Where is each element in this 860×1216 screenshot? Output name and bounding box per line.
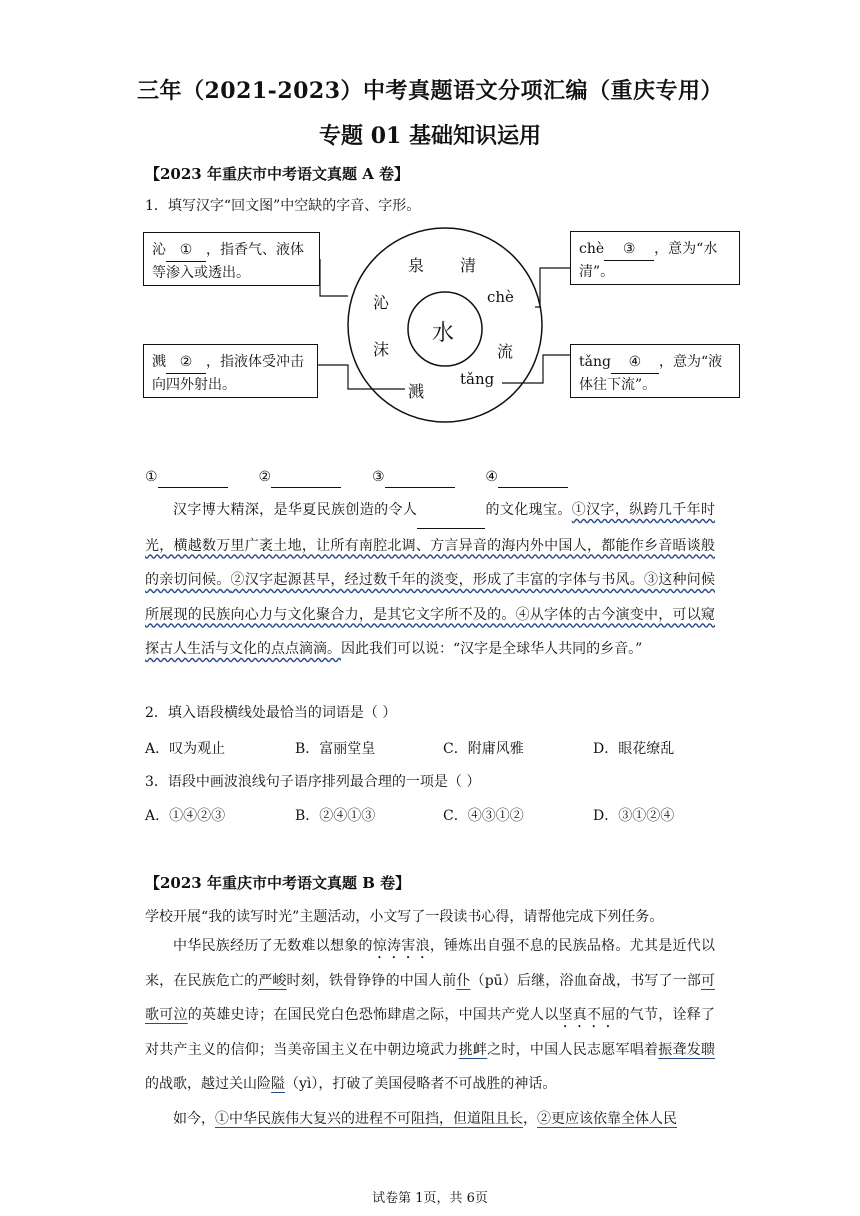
q3-option-a[interactable]: A．①④②③: [145, 808, 226, 824]
huiwen-diagram: [140, 222, 740, 442]
answer-blank-3[interactable]: [385, 467, 455, 488]
answer-blank-4[interactable]: [498, 467, 568, 488]
page-title: 三年（2021-2023）中考真题语文分项汇编（重庆专用）: [136, 78, 724, 104]
box1-text: ，指香气、液体等渗入或透出。: [152, 242, 304, 281]
box4-text: ，意为“液体往下流”。: [579, 354, 723, 393]
page-subtitle: 专题 01 基础知识运用: [319, 123, 541, 149]
q3-option-c[interactable]: C．④③①②: [443, 808, 524, 824]
wavy-sentence-3: ③这种问候所展现的民族向心力与文化聚合力，是其它文字所不及的。: [145, 572, 716, 623]
answer-blank-2[interactable]: [271, 467, 341, 488]
box2-char: 溅: [152, 354, 166, 370]
box3-pinyin: chè: [579, 241, 605, 257]
ring-char-1: 泉: [408, 256, 425, 275]
box4-pinyin: tǎng: [579, 354, 611, 370]
wavy-sentence-4: ④从字体的古今演变中，可以窥探古人生活与文化的点点滴滴。: [145, 606, 716, 657]
center-char: 水: [432, 321, 455, 346]
section-b-heading: 【2023 年重庆市中考语文真题 B 卷】: [145, 874, 411, 892]
passage-b: 中华民族经历了无数难以想象的惊涛害浪，锤炼出自强不息的民族品格。尤其是近代以来，在民族危亡的严峻时刻，铁骨铮铮的中国人前仆（pū）后继，浴血奋战，书写了一部可歌可泣的英雄史诗；在国民党白色恐怖肆虐之际，中国共产党人以坚真不屈的气节，诠释了对共产主义的信仰；当美帝国主义在中朝边境武力挑衅之时，中国人民志愿军唱着振聋发聩的战歌，越过关山险隘（yì），打破了美国侵略者不可战胜的神话。: [145, 938, 716, 1092]
word-pu: 仆: [456, 972, 471, 989]
blank-2-line[interactable]: ②: [166, 351, 206, 374]
hint-box-3: [570, 231, 740, 285]
ring-char-7: 沫: [373, 340, 390, 359]
q3-option-b[interactable]: B．②④①③: [295, 808, 376, 824]
ring-char-3: chè: [487, 288, 514, 306]
box2-text: ，指液体受冲击向四外射出。: [152, 354, 304, 393]
section-a-heading: 【2023 年重庆市中考语文真题 A 卷】: [145, 165, 410, 183]
word-tiaoxin: 挑衅: [458, 1041, 488, 1058]
question-1: 1．填写汉字“回文图”中空缺的字音、字形。: [145, 198, 421, 214]
blank-3-line[interactable]: ③: [604, 238, 654, 261]
q2-option-a[interactable]: A．叹为观止: [145, 741, 226, 757]
blank-1-line[interactable]: ①: [166, 239, 206, 262]
hint-box-2: [143, 344, 318, 398]
word-ai: 隘: [271, 1076, 285, 1092]
box1-char: 沁: [152, 242, 166, 258]
underlined-sentence-2: ②更应该依靠全体人民: [537, 1111, 677, 1127]
passage-a: 汉字博大精深，是华夏民族创造的令人 的文化瑰宝。①汉字，纵跨几千年时光，横越数万里广袤土地，让所有南腔北调、方言异音的海内外中国人，都能作乡音晤谈般的亲切问候。②汉字起源甚早，经过数千年的淡变，形成了丰富的字体与书风。③这种问候所展现的民族向心力与文化聚合力，是其它文字所不及的。④从字体的古今演变中，可以窥探古人生活与文化的点点滴滴。因此我们可以说：“汉字是全球华人共同的乡音。”: [145, 493, 715, 667]
ring-char-2: 清: [460, 256, 477, 275]
q2-option-b[interactable]: B．富丽堂皇: [295, 741, 376, 757]
hint-box-4: [570, 344, 740, 398]
ring-char-4: 流: [497, 342, 514, 361]
word-kegekeqi: 可歌可泣: [145, 972, 716, 1023]
answer-blank-1[interactable]: [158, 467, 228, 488]
ring-char-6: 溅: [408, 382, 425, 401]
wavy-sentence-2: ②汉字起源甚早，经过数千年的淡变，形成了丰富的字体与书风。: [230, 572, 644, 588]
passage-b-last: 如今，①中华民族伟大复兴的进程不可阻挡，但道阻且长，②更应该依靠全体人民: [173, 1111, 677, 1127]
box3-text: ，意为“水清”。: [579, 241, 718, 280]
q2-option-c[interactable]: C．附庸风雅: [443, 741, 524, 757]
word-zhenlongfakui: 振聋发聩: [658, 1041, 716, 1058]
wavy-sentence-1: ①汉字，纵跨几千年时光，横越数万里广袤土地，让所有南腔北调、方言异音的海内外中国人，都能作乡音晤谈般的亲切问候。: [145, 502, 716, 588]
q2-option-d[interactable]: D．眼花缭乱: [593, 741, 675, 757]
blank-4-line[interactable]: ④: [611, 351, 659, 374]
hint-box-1: [143, 232, 320, 286]
word-jingtaohailang: 惊涛害浪: [372, 938, 430, 954]
word-jianzhenbuqu: 坚真不屈: [558, 1007, 616, 1023]
underlined-sentence-1: ①中华民族伟大复兴的进程不可阻挡，但道阻且长: [215, 1111, 523, 1127]
section-b-intro: 学校开展“我的读写时光”主题活动，小文写了一段读书心得，请帮他完成下列任务。: [145, 909, 664, 925]
q3-option-d[interactable]: D．③①②④: [593, 808, 675, 824]
answer-blank-row: ① ② ③ ④: [145, 467, 568, 488]
ring-char-5: tǎng: [460, 370, 495, 388]
passage-blank[interactable]: [417, 493, 485, 529]
question-2: 2．填入语段横线处最恰当的词语是（ ）: [145, 705, 397, 721]
ring-char-8: 沁: [373, 293, 390, 312]
question-3: 3．语段中画波浪线句子语序排列最合理的一项是（ ）: [145, 774, 481, 790]
page-footer: 试卷第 1页，共 6页: [372, 1191, 488, 1206]
word-yanjun: 严峻: [258, 972, 287, 989]
